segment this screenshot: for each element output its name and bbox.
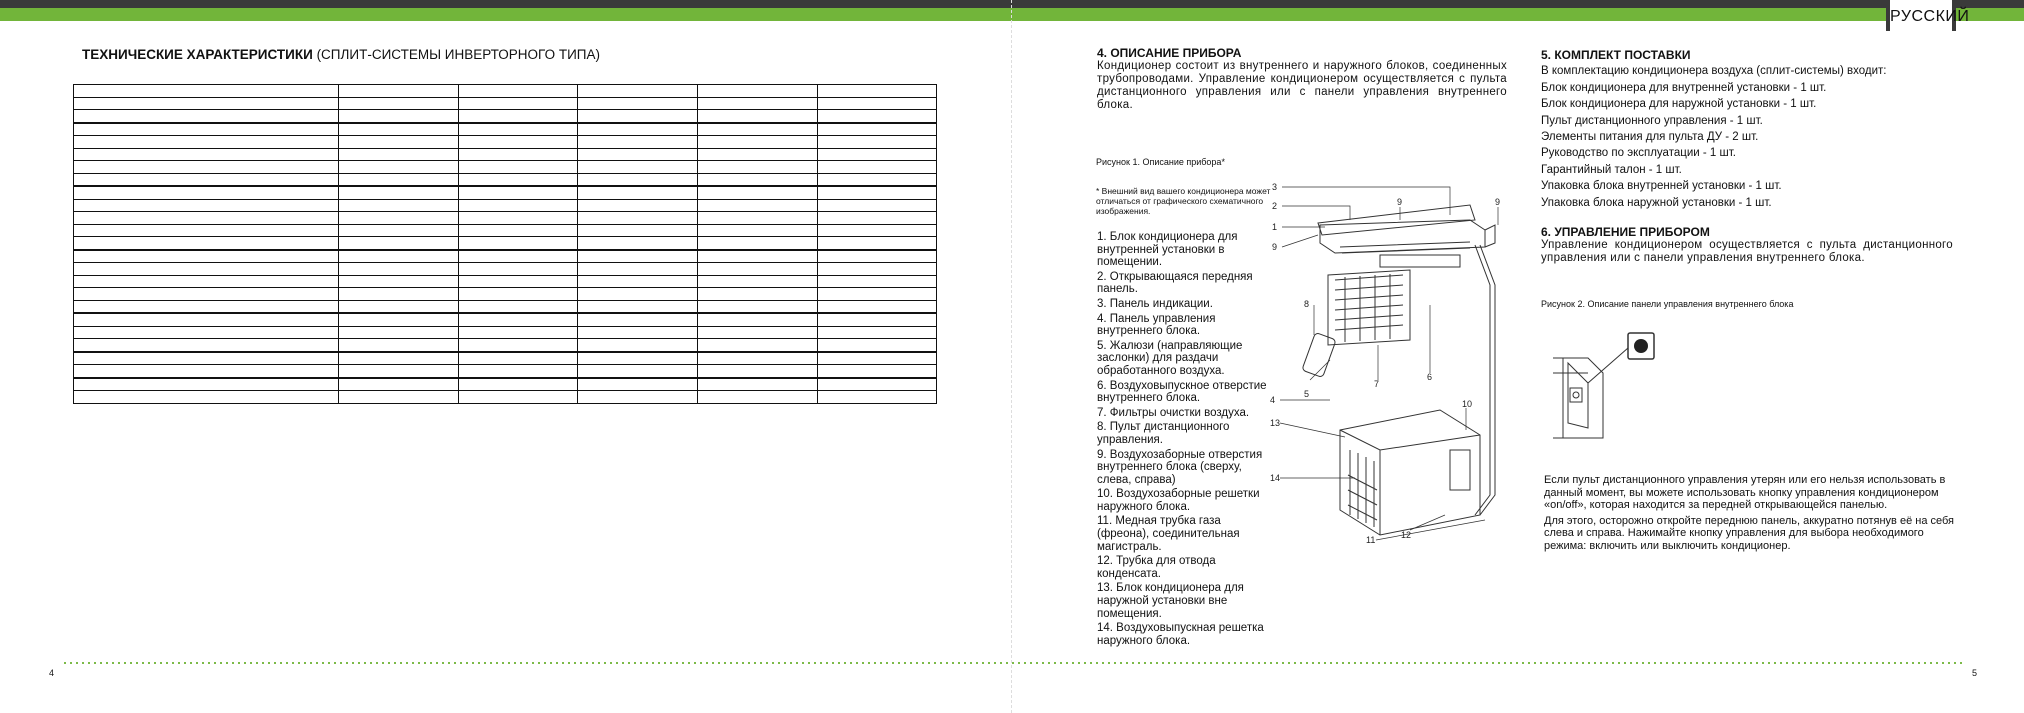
outdoor-unit <box>1340 410 1480 535</box>
table-cell <box>458 224 578 237</box>
kit-line: Гарантийный талон - 1 шт. <box>1541 163 1682 176</box>
table-cell <box>338 110 458 123</box>
table-cell <box>74 263 339 276</box>
list-item: 5. Жалюзи (направляющие заслонки) для раздачи обработанного воздуха. <box>1097 339 1243 377</box>
table-cell <box>578 263 698 276</box>
table-cell <box>338 365 458 378</box>
table-cell <box>578 212 698 225</box>
table-cell <box>698 85 818 98</box>
table-cell <box>74 85 339 98</box>
list-item: 11. Медная трубка газа (фреона), соединительная магистраль. <box>1097 515 1240 553</box>
section4-heading: 4. ОПИСАНИЕ ПРИБОРА <box>1097 46 1242 60</box>
table-cell <box>458 237 578 250</box>
figure1-footnote: * Внешний вид вашего кондиционера может отличаться от графического схематичного изображения. <box>1096 186 1271 216</box>
table-cell <box>818 378 937 391</box>
section5-heading: 5. КОМПЛЕКТ ПОСТАВКИ <box>1541 48 1691 62</box>
table-cell <box>338 300 458 313</box>
callout-number: 9 <box>1495 197 1501 207</box>
table-cell <box>458 300 578 313</box>
kit-line: Элементы питания для пульта ДУ - 2 шт. <box>1541 131 1759 144</box>
page-gutter <box>1011 0 1014 713</box>
kit-line: Упаковка блока внутренней установки - 1 шт. <box>1541 180 1782 193</box>
table-cell <box>338 275 458 288</box>
list-item: 4. Панель управления внутреннего блока. <box>1097 312 1216 338</box>
table-cell <box>578 339 698 352</box>
table-cell <box>458 339 578 352</box>
copper-pipe <box>1475 245 1490 515</box>
table-cell <box>698 339 818 352</box>
table-cell <box>818 110 937 123</box>
table-cell <box>338 237 458 250</box>
table-cell <box>338 391 458 404</box>
table-cell <box>338 123 458 136</box>
section6-intro: Управление кондиционером осуществляется с пульта дистанционного управления или с панели управления внутреннего блока. <box>1541 239 1953 264</box>
table-cell <box>458 326 578 339</box>
table-cell <box>818 326 937 339</box>
table-cell <box>818 148 937 161</box>
table-row <box>74 378 937 391</box>
table-cell <box>74 339 339 352</box>
table-row <box>74 161 937 174</box>
table-cell <box>74 199 339 212</box>
table-cell <box>578 237 698 250</box>
table-row <box>74 224 937 237</box>
list-item: 14. Воздуховыпускная решетка наружного блока. <box>1097 622 1264 647</box>
table-row <box>74 85 937 98</box>
table-cell <box>818 250 937 263</box>
list-item: 6. Воздуховыпускное отверстие внутреннего блока. <box>1097 379 1267 405</box>
table-cell <box>458 186 578 199</box>
table-cell <box>458 161 578 174</box>
table-cell <box>458 352 578 365</box>
table-cell <box>578 186 698 199</box>
table-cell <box>458 365 578 378</box>
table-row <box>74 186 937 199</box>
table-cell <box>458 212 578 225</box>
table-cell <box>818 275 937 288</box>
table-cell <box>338 212 458 225</box>
callout-number: 2 <box>1272 201 1278 211</box>
kit-line: Руководство по эксплуатации - 1 шт. <box>1541 147 1736 160</box>
table-cell <box>578 161 698 174</box>
table-cell <box>698 224 818 237</box>
callout-number: 10 <box>1462 399 1473 409</box>
kit-line: Упаковка блока наружной установки - 1 шт. <box>1541 196 1772 209</box>
section4-intro: Кондиционер состоит из внутреннего и наружного блоков, соединенных трубопроводами. Управление кондиционером осуществляется с пульта дистанционного управления или с панели управления внутреннего блока. <box>1097 60 1507 111</box>
table-cell <box>818 224 937 237</box>
table-cell <box>818 339 937 352</box>
table-cell <box>698 186 818 199</box>
table-row <box>74 263 937 276</box>
kit-line: Пульт дистанционного управления - 1 шт. <box>1541 114 1763 127</box>
table-row <box>74 288 937 301</box>
table-cell <box>698 313 818 326</box>
table-cell <box>698 123 818 136</box>
kit-line: Блок кондиционера для наружной установки - 1 шт. <box>1541 98 1817 111</box>
table-cell <box>338 288 458 301</box>
table-cell <box>578 275 698 288</box>
table-cell <box>578 352 698 365</box>
figure1-caption: Рисунок 1. Описание прибора* <box>1096 157 1225 167</box>
callout-number: 14 <box>1270 473 1281 483</box>
table-cell <box>458 275 578 288</box>
section6-heading: 6. УПРАВЛЕНИЕ ПРИБОРОМ <box>1541 225 1710 239</box>
table-cell <box>818 365 937 378</box>
table-cell <box>578 250 698 263</box>
table-cell <box>458 148 578 161</box>
table-cell <box>578 173 698 186</box>
table-cell <box>698 148 818 161</box>
table-cell <box>338 173 458 186</box>
table-cell <box>818 237 937 250</box>
table-cell <box>578 136 698 149</box>
list-item: 12. Трубка для отвода конденсата. <box>1097 555 1216 580</box>
table-cell <box>458 173 578 186</box>
callout-number: 12 <box>1401 530 1412 540</box>
table-row <box>74 313 937 326</box>
table-cell <box>818 300 937 313</box>
table-row <box>74 97 937 110</box>
table-cell <box>698 391 818 404</box>
table-cell <box>458 199 578 212</box>
list-item: 2. Открывающаяся передняя панель. <box>1097 270 1253 296</box>
kit-line: Блок кондиционера для внутренней установки - 1 шт. <box>1541 81 1827 94</box>
table-cell <box>578 326 698 339</box>
spec-title <box>82 47 600 62</box>
table-cell <box>818 263 937 276</box>
table-cell <box>698 326 818 339</box>
table-row <box>74 365 937 378</box>
table-row <box>74 123 937 136</box>
table-cell <box>698 300 818 313</box>
table-cell <box>698 136 818 149</box>
table-cell <box>578 199 698 212</box>
table-cell <box>818 123 937 136</box>
table-cell <box>698 275 818 288</box>
table-cell <box>578 300 698 313</box>
table-cell <box>74 313 339 326</box>
table-cell <box>74 326 339 339</box>
table-cell <box>818 352 937 365</box>
callout-number: 13 <box>1270 418 1281 428</box>
table-cell <box>458 313 578 326</box>
table-cell <box>338 148 458 161</box>
table-row <box>74 352 937 365</box>
callout-number: 9 <box>1272 242 1278 252</box>
table-cell <box>698 263 818 276</box>
table-cell <box>338 250 458 263</box>
table-cell <box>74 288 339 301</box>
table-cell <box>74 365 339 378</box>
figure2-control-panel <box>1548 328 1668 448</box>
table-cell <box>578 148 698 161</box>
figure2-caption: Рисунок 2. Описание панели управления внутреннего блока <box>1541 299 1794 309</box>
table-cell <box>818 85 937 98</box>
table-row <box>74 339 937 352</box>
table-row <box>74 148 937 161</box>
section6-paragraphs <box>1544 474 1964 553</box>
table-cell <box>698 365 818 378</box>
table-cell <box>458 110 578 123</box>
section5-block <box>1541 47 1961 211</box>
table-cell <box>578 85 698 98</box>
callout-number: 11 <box>1366 535 1376 545</box>
callout-number: 9 <box>1397 197 1403 207</box>
list-item: 10. Воздухозаборные решетки наружного блока. <box>1097 488 1260 513</box>
table-cell <box>74 136 339 149</box>
table-cell <box>74 391 339 404</box>
table-cell <box>74 97 339 110</box>
table-cell <box>818 161 937 174</box>
table-row <box>74 326 937 339</box>
table-cell <box>818 173 937 186</box>
table-cell <box>578 224 698 237</box>
table-cell <box>578 123 698 136</box>
table-cell <box>578 378 698 391</box>
table-row <box>74 199 937 212</box>
table-cell <box>698 250 818 263</box>
section6-para2: Для этого, осторожно откройте переднюю панель, аккуратно потянув её на себя слева и справа. Нажимайте кнопку управления для выбора необходимого режима: включить или выключить кондиционер. <box>1544 514 1955 552</box>
table-cell <box>698 378 818 391</box>
table-cell <box>698 352 818 365</box>
table-cell <box>698 212 818 225</box>
section4-list <box>1097 231 1269 649</box>
table-cell <box>578 365 698 378</box>
table-cell <box>74 148 339 161</box>
table-cell <box>818 391 937 404</box>
callout-number: 8 <box>1304 299 1310 309</box>
section6-para1: Если пульт дистанционного управления утерян или его нельзя использовать в данный момент, вы можете использовать кнопку управления кондиционером «on/off», которая находится за передней открывающейся панелью. <box>1544 474 1946 512</box>
page-number-left: 4 <box>49 668 55 678</box>
table-cell <box>338 339 458 352</box>
list-item: 13. Блок кондиционера для наружной установки вне помещения. <box>1097 582 1244 620</box>
table-cell <box>74 212 339 225</box>
table-cell <box>458 97 578 110</box>
table-row <box>74 275 937 288</box>
callout-number: 7 <box>1374 379 1380 389</box>
list-item: 8. Пульт дистанционного управления. <box>1097 421 1230 446</box>
callout-number: 4 <box>1270 395 1276 405</box>
callout-number: 6 <box>1427 372 1433 382</box>
page-number-right: 5 <box>1972 668 1978 678</box>
section6-block <box>1541 226 1953 265</box>
table-cell <box>458 123 578 136</box>
table-cell <box>338 352 458 365</box>
table-row <box>74 136 937 149</box>
table-cell <box>74 110 339 123</box>
table-cell <box>74 352 339 365</box>
table-cell <box>698 173 818 186</box>
table-row <box>74 237 937 250</box>
callout-number: 5 <box>1304 389 1310 399</box>
table-cell <box>698 199 818 212</box>
table-cell <box>818 288 937 301</box>
table-cell <box>74 237 339 250</box>
table-cell <box>818 313 937 326</box>
table-cell <box>74 275 339 288</box>
table-cell <box>578 97 698 110</box>
table-row <box>74 173 937 186</box>
spec-table <box>73 84 937 404</box>
table-cell <box>698 288 818 301</box>
table-cell <box>698 97 818 110</box>
table-cell <box>818 136 937 149</box>
table-row <box>74 300 937 313</box>
table-cell <box>458 85 578 98</box>
table-cell <box>338 263 458 276</box>
front-panel <box>1318 205 1475 235</box>
table-cell <box>74 161 339 174</box>
section4-intro-block <box>1097 47 1507 112</box>
table-cell <box>74 173 339 186</box>
table-cell <box>818 186 937 199</box>
table-cell <box>338 161 458 174</box>
table-cell <box>338 224 458 237</box>
table-cell <box>74 186 339 199</box>
table-cell <box>458 250 578 263</box>
list-item: 3. Панель индикации. <box>1097 297 1213 310</box>
on-off-button-icon <box>1634 339 1648 353</box>
list-item: 9. Воздухозаборные отверстия внутреннего блока (сверху, слева, справа) <box>1097 448 1263 486</box>
list-item: 7. Фильтры очистки воздуха. <box>1097 406 1250 419</box>
table-cell <box>338 378 458 391</box>
table-cell <box>818 199 937 212</box>
table-row <box>74 110 937 123</box>
callout-number: 1 <box>1272 222 1278 232</box>
table-row <box>74 212 937 225</box>
table-cell <box>338 85 458 98</box>
table-cell <box>74 300 339 313</box>
table-cell <box>74 250 339 263</box>
kit-line: В комплектацию кондиционера воздуха (сплит-системы) входит: <box>1541 65 1887 78</box>
table-cell <box>338 313 458 326</box>
table-cell <box>578 313 698 326</box>
table-cell <box>74 224 339 237</box>
table-cell <box>338 199 458 212</box>
table-cell <box>698 161 818 174</box>
table-cell <box>338 186 458 199</box>
table-cell <box>74 123 339 136</box>
table-cell <box>74 378 339 391</box>
table-cell <box>458 263 578 276</box>
table-cell <box>458 288 578 301</box>
table-row <box>74 250 937 263</box>
table-cell <box>818 212 937 225</box>
table-cell <box>578 288 698 301</box>
table-cell <box>458 136 578 149</box>
table-cell <box>338 326 458 339</box>
language-tab[interactable]: РУССКИЙ <box>1886 0 1956 31</box>
table-cell <box>458 378 578 391</box>
spec-title-bold: ТЕХНИЧЕСКИЕ ХАРАКТЕРИСТИКИ <box>82 47 313 62</box>
table-cell <box>338 97 458 110</box>
table-row <box>74 391 937 404</box>
footer-dotted-line <box>62 662 1962 664</box>
table-cell <box>578 110 698 123</box>
table-cell <box>458 391 578 404</box>
spec-title-rest: (СПЛИТ-СИСТЕМЫ ИНВЕРТОРНОГО ТИПА) <box>312 47 600 62</box>
table-cell <box>818 97 937 110</box>
list-item: 1. Блок кондиционера для внутренней установки в помещении. <box>1097 231 1238 269</box>
callout-number: 3 <box>1272 182 1278 192</box>
table-cell <box>578 391 698 404</box>
table-cell <box>698 110 818 123</box>
figure1-diagram <box>1270 175 1515 555</box>
table-cell <box>338 136 458 149</box>
table-cell <box>698 237 818 250</box>
